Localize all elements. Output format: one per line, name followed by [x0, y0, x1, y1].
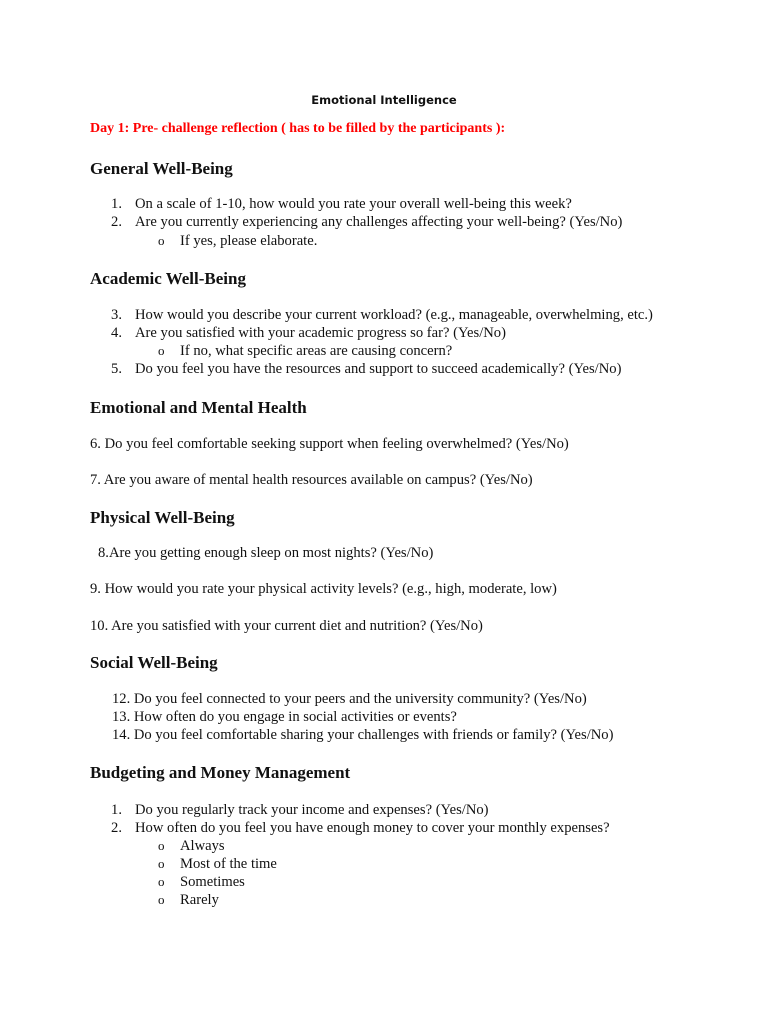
sub-bullet: o: [158, 343, 165, 358]
question-number: 3.: [111, 307, 122, 323]
sub-bullet: o: [158, 874, 165, 889]
question-text: Are you satisfied with your academic progress so far? (Yes/No): [135, 325, 506, 341]
question-number: 2.: [111, 214, 122, 230]
option-text: Most of the time: [180, 856, 277, 872]
sub-question-text: If no, what specific areas are causing concern?: [180, 343, 453, 359]
question-text: 7. Are you aware of mental health resources available on campus? (Yes/No): [90, 472, 533, 488]
section-heading-emotional-mental-health: Emotional and Mental Health: [90, 398, 307, 417]
sub-bullet: o: [158, 838, 165, 853]
question-number: 1.: [111, 802, 122, 818]
question-text: Do you feel you have the resources and support to succeed academically? (Yes/No): [135, 361, 622, 377]
question-text: Are you currently experiencing any challenges affecting your well-being? (Yes/No): [135, 214, 623, 230]
sub-bullet: o: [158, 233, 165, 248]
question-text: 8.Are you getting enough sleep on most nights? (Yes/No): [98, 545, 434, 561]
sub-bullet: o: [158, 856, 165, 871]
question-number: 4.: [111, 325, 122, 341]
question-text: On a scale of 1-10, how would you rate your overall well-being this week?: [135, 196, 572, 212]
question-text: How often do you feel you have enough money to cover your monthly expenses?: [135, 820, 610, 836]
option-text: Always: [180, 838, 225, 854]
question-number: 2.: [111, 820, 122, 836]
question-number: 1.: [111, 196, 122, 212]
section-heading-social-well-being: Social Well-Being: [90, 653, 218, 672]
section-heading-general-well-being: General Well-Being: [90, 159, 233, 178]
question-text: 10. Are you satisfied with your current diet and nutrition? (Yes/No): [90, 618, 483, 634]
question-text: 6. Do you feel comfortable seeking support when feeling overwhelmed? (Yes/No): [90, 436, 569, 452]
document-title: Emotional Intelligence: [311, 93, 457, 107]
question-text: 14. Do you feel comfortable sharing your challenges with friends or family? (Yes/No): [112, 727, 614, 743]
day-instruction: Day 1: Pre- challenge reflection ( has to be filled by the participants ):: [90, 121, 506, 136]
option-text: Rarely: [180, 892, 219, 908]
section-heading-academic-well-being: Academic Well-Being: [90, 269, 246, 288]
question-text: Do you regularly track your income and expenses? (Yes/No): [135, 802, 489, 818]
option-text: Sometimes: [180, 874, 245, 890]
question-number: 5.: [111, 361, 122, 377]
question-text: 12. Do you feel connected to your peers and the university community? (Yes/No): [112, 691, 587, 707]
sub-bullet: o: [158, 892, 165, 907]
section-heading-budgeting-money-management: Budgeting and Money Management: [90, 763, 351, 782]
question-text: 9. How would you rate your physical activity levels? (e.g., high, moderate, low): [90, 581, 557, 597]
sub-question-text: If yes, please elaborate.: [180, 233, 318, 249]
question-text: How would you describe your current workload? (e.g., manageable, overwhelming, etc.): [135, 307, 653, 323]
section-heading-physical-well-being: Physical Well-Being: [90, 508, 235, 527]
question-text: 13. How often do you engage in social activities or events?: [112, 709, 457, 725]
